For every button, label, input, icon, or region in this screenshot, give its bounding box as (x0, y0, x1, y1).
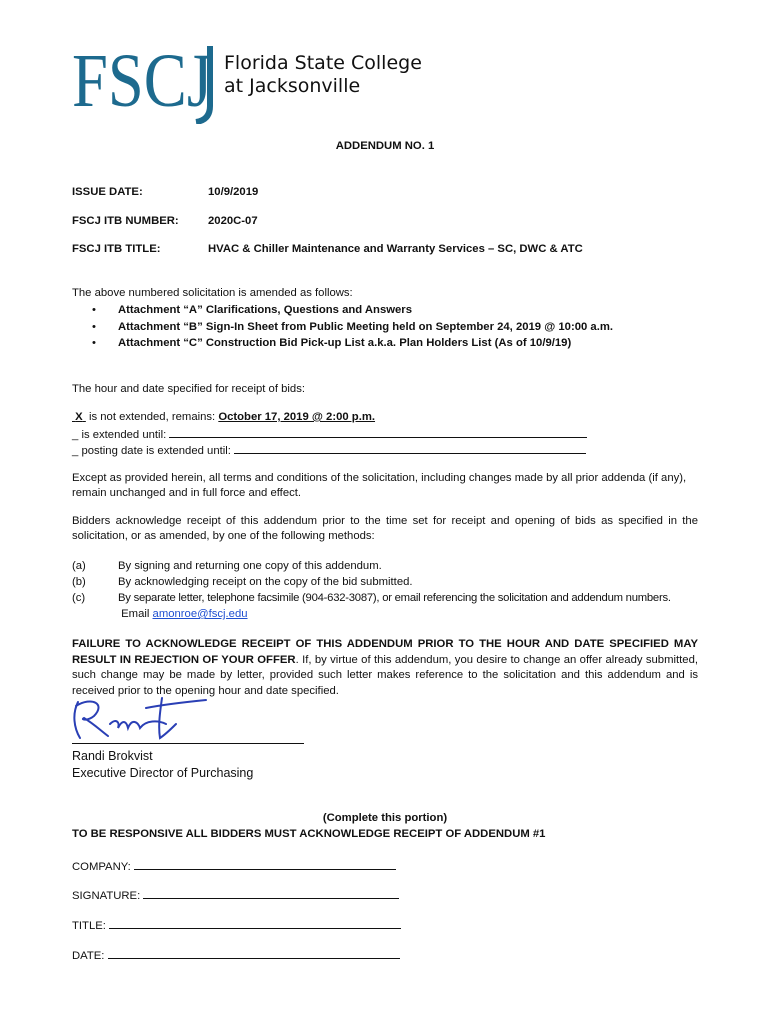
attachment-item: • Attachment “B” Sign-In Sheet from Public Meeting held on September 24, 2019 @ 10:00 a.m. (72, 319, 712, 336)
checkbox-mark: _ (72, 445, 79, 457)
posting-date-blank[interactable] (234, 442, 586, 454)
email-line (72, 606, 712, 622)
option-text: posting date is extended until: (81, 445, 231, 457)
college-name-line1: Florida State College (224, 52, 422, 74)
bid-option-posting-extended (72, 442, 586, 459)
company-field[interactable] (134, 858, 396, 870)
issue-date-value: 10/9/2019 (208, 186, 259, 198)
title-label: TITLE: (72, 920, 106, 932)
itb-number-value: 2020C-07 (208, 215, 258, 227)
option-text: is extended until: (81, 429, 167, 441)
date-row (72, 947, 400, 964)
checkbox-mark: X (75, 411, 83, 423)
method-label: (b) (72, 576, 86, 588)
logo-letters: FSCJ (72, 40, 212, 123)
amendment-intro: The above numbered solicitation is amended as follows: (72, 287, 353, 299)
signer-title: Executive Director of Purchasing (72, 766, 254, 780)
extended-date-blank[interactable] (169, 426, 587, 438)
attachment-item: • Attachment “C” Construction Bid Pick-up List a.k.a. Plan Holders List (As of 10/9/19) (72, 335, 712, 352)
itb-title-value: HVAC & Chiller Maintenance and Warranty Services – SC, DWC & ATC (208, 243, 583, 255)
handwritten-signature (66, 694, 216, 744)
method-text: By signing and returning one copy of this addendum. (118, 560, 382, 572)
attachment-item: • Attachment “A” Clarifications, Questions and Answers (72, 302, 712, 319)
method-label: (a) (72, 560, 86, 572)
signer-name: Randi Brokvist (72, 749, 153, 763)
failure-details: . If, by virtue of this addendum, you desire to change an offer already submitted, such change may be made by letter, provided such letter makes reference to the solicitation and this addendum and is received prior to the opening hour and date specified. (72, 653, 698, 697)
signature-field[interactable] (143, 887, 399, 899)
company-label: COMPANY: (72, 861, 131, 873)
email-link[interactable]: amonroe@fscj.edu (152, 608, 248, 620)
failure-paragraph (72, 637, 698, 699)
title-row (72, 917, 401, 934)
bids-heading: The hour and date specified for receipt of bids: (72, 383, 305, 395)
method-text: By acknowledging receipt on the copy of the bid submitted. (118, 576, 413, 588)
checkbox-mark: _ (72, 429, 79, 441)
method-text: By separate letter, telephone facsimile (904-632-3087), or email referencing the solicitation and addendum numbers. (118, 592, 671, 604)
responsive-notice: TO BE RESPONSIVE ALL BIDDERS MUST ACKNOWLEDGE RECEIPT OF ADDENDUM #1 (72, 828, 546, 840)
college-name-line2: at Jacksonville (224, 75, 361, 97)
itb-number-label: FSCJ ITB NUMBER: (72, 215, 179, 227)
college-name (224, 52, 422, 98)
except-paragraph: Except as provided herein, all terms and conditions of the solicitation, including changes made by all prior addenda (if any), remain unchanged and in full force and effect. (72, 472, 687, 499)
company-row (72, 858, 396, 875)
signature-label: SIGNATURE: (72, 890, 141, 902)
method-item (72, 558, 712, 574)
method-item (72, 574, 712, 590)
attachment-list (72, 302, 712, 352)
issue-date-label: ISSUE DATE: (72, 186, 143, 198)
title-field[interactable] (109, 917, 401, 929)
date-field[interactable] (108, 947, 400, 959)
signature-row (72, 887, 399, 904)
email-prefix: Email (121, 608, 150, 620)
date-label: DATE: (72, 950, 105, 962)
addendum-title: ADDENDUM NO. 1 (335, 140, 435, 152)
bidders-paragraph: Bidders acknowledge receipt of this addendum prior to the time set for receipt and opening of bids as specified in the solicitation, or as amended, by one of the following methods: (72, 515, 698, 542)
bid-option-extended (72, 426, 587, 443)
signature-line (72, 743, 304, 744)
acknowledge-methods (72, 558, 712, 622)
itb-title-label: FSCJ ITB TITLE: (72, 243, 161, 255)
option-text: is not extended, remains: (88, 411, 216, 423)
failure-warning: FAILURE TO ACKNOWLEDGE RECEIPT OF THIS ADDENDUM PRIOR TO THE HOUR AND DATE SPECIFIED MAY RESULT IN REJECTION OF YOUR OFFER (72, 638, 698, 666)
bid-option-not-extended (72, 410, 375, 425)
fscj-logo (72, 40, 222, 124)
method-label: (c) (72, 592, 86, 604)
method-item (72, 590, 712, 606)
bid-deadline: October 17, 2019 @ 2:00 p.m. (218, 411, 376, 423)
complete-portion-heading: (Complete this portion) (322, 812, 448, 824)
